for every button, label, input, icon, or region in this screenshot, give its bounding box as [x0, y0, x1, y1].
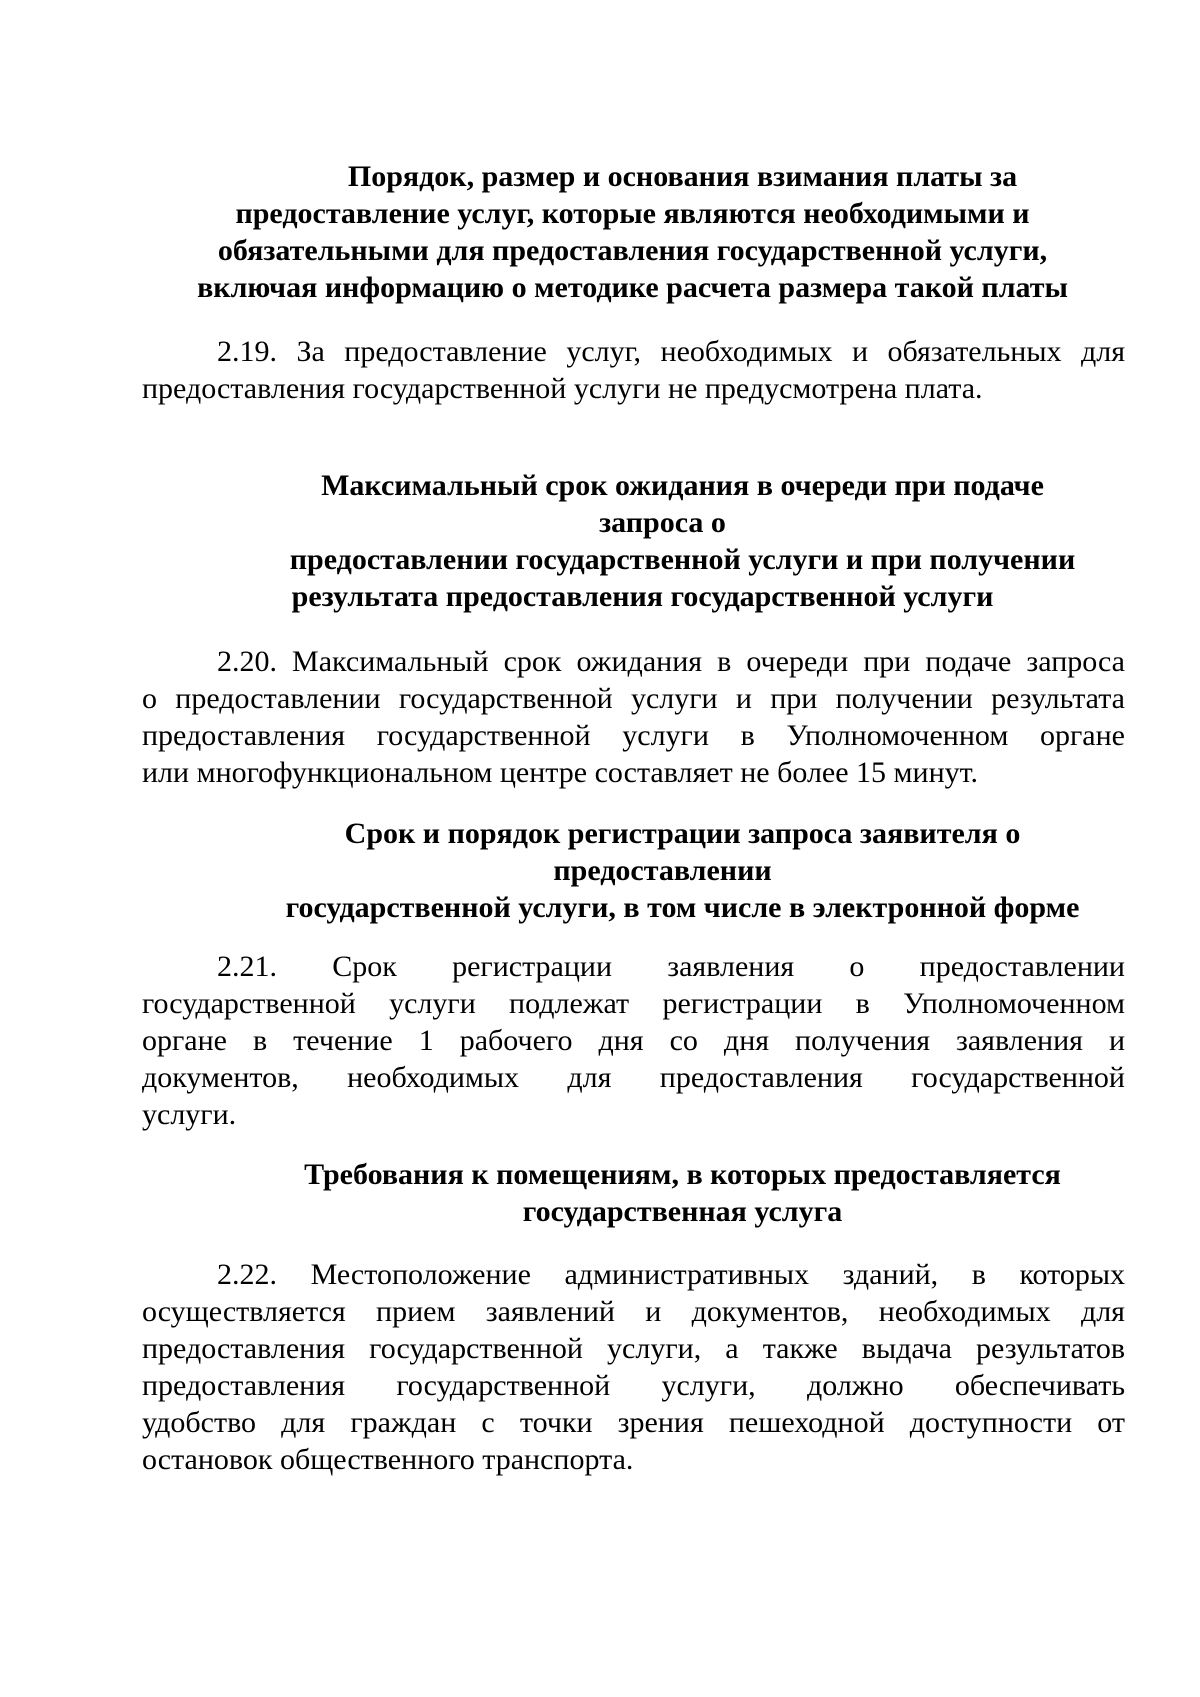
section-heading-payment [140, 158, 1125, 306]
section-heading-queue-time [140, 467, 1125, 615]
paragraph-line: предоставления государственной услуги не предусмотрена плата. [142, 372, 983, 405]
heading-line: Срок и порядок регистрации запроса заявителя о [344, 817, 1021, 850]
paragraph-line: документов, необходимых для предоставления государственной [142, 1061, 1125, 1094]
paragraph-line: о предоставлении государственной услуги и при получении результата [142, 682, 1125, 715]
paragraph-line: предоставления государственной услуги, а также выдача результатов [142, 1332, 1125, 1365]
paragraph-2-22 [142, 1256, 1125, 1478]
paragraph-line: осуществляется прием заявлений и документов, необходимых для [142, 1295, 1125, 1328]
heading-line: Требования к помещениям, в которых предоставляется [304, 1158, 1061, 1191]
paragraph-line: 2.20. Максимальный срок ожидания в очереди при подаче запроса [217, 645, 1125, 678]
paragraph-line: 2.21. Срок регистрации заявления о предоставлении [217, 950, 1125, 983]
paragraph-line: органе в течение 1 рабочего дня со дня получения заявления и [142, 1024, 1125, 1057]
heading-line: результата предоставления государственной услуги [291, 580, 994, 613]
paragraph-line: услуги. [142, 1098, 237, 1131]
paragraph-line: государственной услуги подлежат регистрации в Уполномоченном [142, 987, 1125, 1020]
paragraph-2-19 [142, 333, 1125, 407]
heading-line: предоставлении государственной услуги и при получении [289, 543, 1076, 576]
heading-line: обязательными для предоставления государственной услуги, [217, 234, 1048, 267]
heading-line: государственная услуга [522, 1195, 843, 1228]
heading-line: предоставление услуг, которые являются необходимыми и [235, 197, 1030, 230]
section-heading-registration [140, 815, 1125, 926]
paragraph-line: 2.19. За предоставление услуг, необходимых и обязательных для [217, 335, 1125, 368]
section-heading-premises [140, 1156, 1125, 1230]
paragraph-line: или многофункциональном центре составляет не более 15 минут. [142, 756, 979, 789]
paragraph-line: предоставления государственной услуги в Уполномоченном органе [142, 719, 1125, 752]
heading-line: запроса о [599, 506, 726, 539]
heading-line: включая информацию о методике расчета размера такой платы [197, 271, 1068, 304]
paragraph-line: предоставления государственной услуги, должно обеспечивать [142, 1369, 1125, 1402]
paragraph-line: удобство для граждан с точки зрения пешеходной доступности от [142, 1406, 1125, 1439]
heading-line: Максимальный срок ожидания в очереди при подаче [321, 469, 1044, 502]
heading-line: предоставлении [553, 854, 772, 887]
paragraph-line: остановок общественного транспорта. [142, 1443, 634, 1476]
paragraph-2-21 [142, 948, 1125, 1133]
paragraph-line: 2.22. Местоположение административных зданий, в которых [217, 1258, 1125, 1291]
heading-line: государственной услуги, в том числе в электронной форме [285, 891, 1080, 924]
heading-line: Порядок, размер и основания взимания платы за [347, 160, 1018, 193]
paragraph-2-20 [142, 643, 1125, 791]
